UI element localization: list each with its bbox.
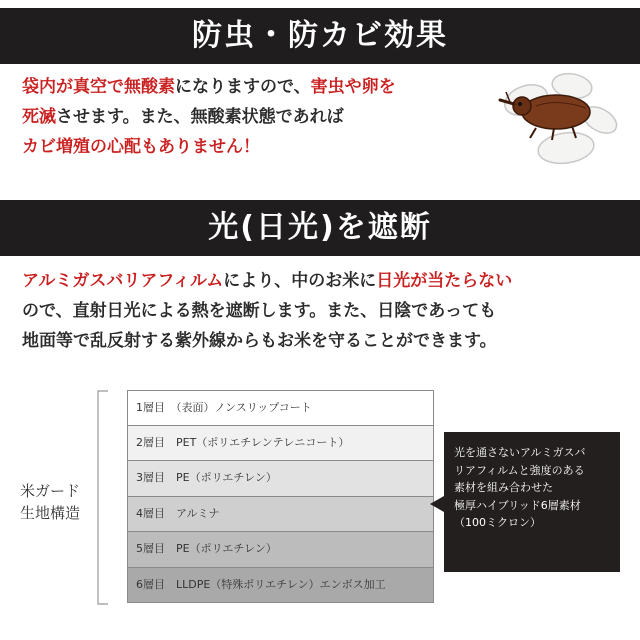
text-line: [22, 326, 512, 356]
highlight-text: アルミガスバリアフィルム: [22, 271, 224, 291]
highlight-text: 袋内が真空で無酸素: [22, 77, 175, 97]
callout-line: リアフィルムと強度のある: [454, 463, 585, 477]
layer-stack: [127, 390, 434, 603]
callout-line: 光を通さないアルミガスバ: [454, 446, 586, 459]
body-text: になりますので、: [175, 77, 311, 97]
layer-row: 1層目 （表面）ノンスリップコート: [127, 390, 434, 426]
highlight-text: カビ増殖の心配もありません！: [22, 137, 260, 157]
body-text: させます。また、無酸素状態であれば: [56, 107, 344, 127]
section2-title: 光(日光)を遮断: [208, 210, 432, 245]
body-text: 地面等で乱反射する紫外線からもお米を守ることができます。: [22, 331, 497, 351]
callout-line: 極厚ハイブリッド6層素材: [454, 498, 581, 512]
layer-row: 4層目 アルミナ: [127, 497, 434, 533]
layer-bracket: [96, 390, 110, 605]
fabric-structure-label: [20, 480, 80, 524]
text-line: [22, 266, 512, 296]
layer-row: 3層目 PE（ポリエチレン）: [127, 461, 434, 497]
fabric-label-line2: 生地構造: [20, 504, 81, 522]
highlight-text: 害虫や卵を: [310, 77, 396, 97]
callout-line: （100ミクロン）: [454, 516, 541, 529]
layer-row: 5層目 PE（ポリエチレン）: [127, 532, 434, 568]
callout-line: 素材を組み合わせた: [454, 481, 553, 494]
highlight-text: 死滅: [22, 107, 56, 127]
section1-title: 防虫・防カビ効果: [192, 18, 448, 53]
section1-text: [22, 72, 396, 162]
text-line: [22, 132, 396, 162]
fabric-label-line1: 米ガード: [20, 482, 81, 500]
section2-title-banner: [0, 200, 640, 256]
section1-title-banner: [0, 8, 640, 64]
section2-text: [22, 266, 512, 356]
callout-pointer: [430, 496, 444, 512]
callout-box: [444, 432, 620, 572]
layer-row: 6層目 LLDPE（特殊ポリエチレン）エンボス加工: [127, 568, 434, 604]
text-line: [22, 296, 512, 326]
layer-row: 2層目 PET（ポリエチレンテレニコート）: [127, 426, 434, 462]
body-text: により、中のお米に: [223, 271, 377, 291]
highlight-text: 日光が当たらない: [376, 271, 513, 291]
weevil-rice-illustration: [496, 66, 626, 174]
body-text: ので、直射日光による熱を遮断します。また、日陰であっても: [22, 301, 497, 321]
text-line: [22, 102, 396, 132]
text-line: [22, 72, 396, 102]
